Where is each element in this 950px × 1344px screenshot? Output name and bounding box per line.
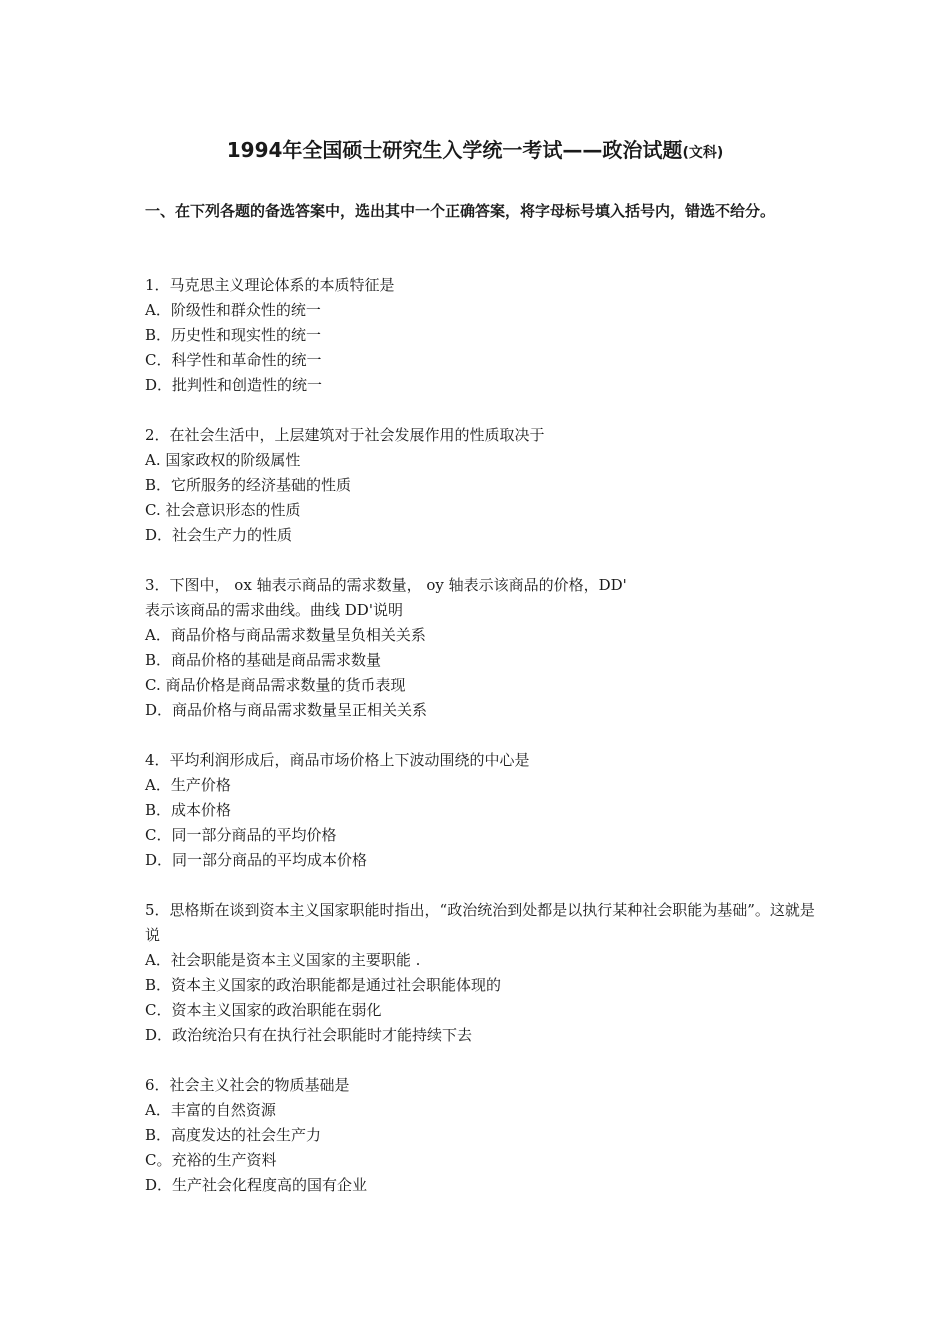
question-list [145, 273, 815, 1223]
option-c: C。充裕的生产资料 [145, 1151, 277, 1169]
option-b: B．它所服务的经济基础的性质 [145, 476, 352, 494]
option-a: A. 国家政权的阶级属性 [145, 451, 301, 469]
option-a: A．商品价格与商品需求数量呈负相关关系 [145, 626, 426, 644]
question-stem: 4．平均利润形成后，商品市场价格上下波动围绕的中心是 [145, 751, 530, 769]
section-instruction: 一、在下列各题的备选答案中，选出其中一个正确答案，将字母标号填入括号内，错选不给分。 [145, 202, 776, 220]
option-a: A．社会职能是资本主义国家的主要职能 . [145, 951, 421, 969]
option-b: B．商品价格的基础是商品需求数量 [145, 651, 382, 669]
option-a: A．生产价格 [145, 776, 231, 794]
option-d: D．生产社会化程度高的国有企业 [145, 1176, 368, 1194]
option-d: D．社会生产力的性质 [145, 526, 293, 544]
question-6 [145, 1073, 815, 1198]
question-stem: 2．在社会生活中，上层建筑对于社会发展作用的性质取决于 [145, 426, 545, 444]
option-b: B．历史性和现实性的统一 [145, 326, 322, 344]
document-title [0, 136, 950, 167]
question-2 [145, 423, 815, 548]
option-b: B．成本价格 [145, 801, 232, 819]
option-c: C．科学性和革命性的统一 [145, 351, 322, 369]
option-d: D．商品价格与商品需求数量呈正相关关系 [145, 701, 428, 719]
question-stem: 1．马克思主义理论体系的本质特征是 [145, 276, 395, 294]
title-suffix: (文科) [682, 145, 724, 161]
option-a: A．阶级性和群众性的统一 [145, 301, 321, 319]
question-5 [145, 898, 815, 1048]
option-c: C. 商品价格是商品需求数量的货币表现 [145, 676, 406, 694]
question-3 [145, 573, 815, 723]
option-a: A．丰富的自然资源 [145, 1101, 276, 1119]
option-b: B．资本主义国家的政治职能都是通过社会职能体现的 [145, 976, 502, 994]
option-d: D．批判性和创造性的统一 [145, 376, 323, 394]
question-1 [145, 273, 815, 398]
option-c: C．同一部分商品的平均价格 [145, 826, 337, 844]
question-stem: 3．下图中， ox 轴表示商品的需求数量， oy 轴表示该商品的价格，DD' [145, 576, 627, 594]
question-stem-continued: 表示该商品的需求曲线。曲线 DD'说明 [145, 601, 403, 619]
title-main: 1994年全国硕士研究生入学统一考试——政治试题 [226, 138, 683, 162]
question-stem: 6．社会主义社会的物质基础是 [145, 1076, 350, 1094]
option-d: D．政治统治只有在执行社会职能时才能持续下去 [145, 1026, 473, 1044]
question-stem: 5．思格斯在谈到资本主义国家职能时指出，“政治统治到处都是以执行某种社会职能为基础”。这就是 [145, 901, 815, 919]
question-stem-continued: 说 [145, 926, 161, 944]
question-4 [145, 748, 815, 873]
option-c: C. 社会意识形态的性质 [145, 501, 301, 519]
option-d: D．同一部分商品的平均成本价格 [145, 851, 368, 869]
option-b: B．高度发达的社会生产力 [145, 1126, 322, 1144]
option-c: C．资本主义国家的政治职能在弱化 [145, 1001, 382, 1019]
